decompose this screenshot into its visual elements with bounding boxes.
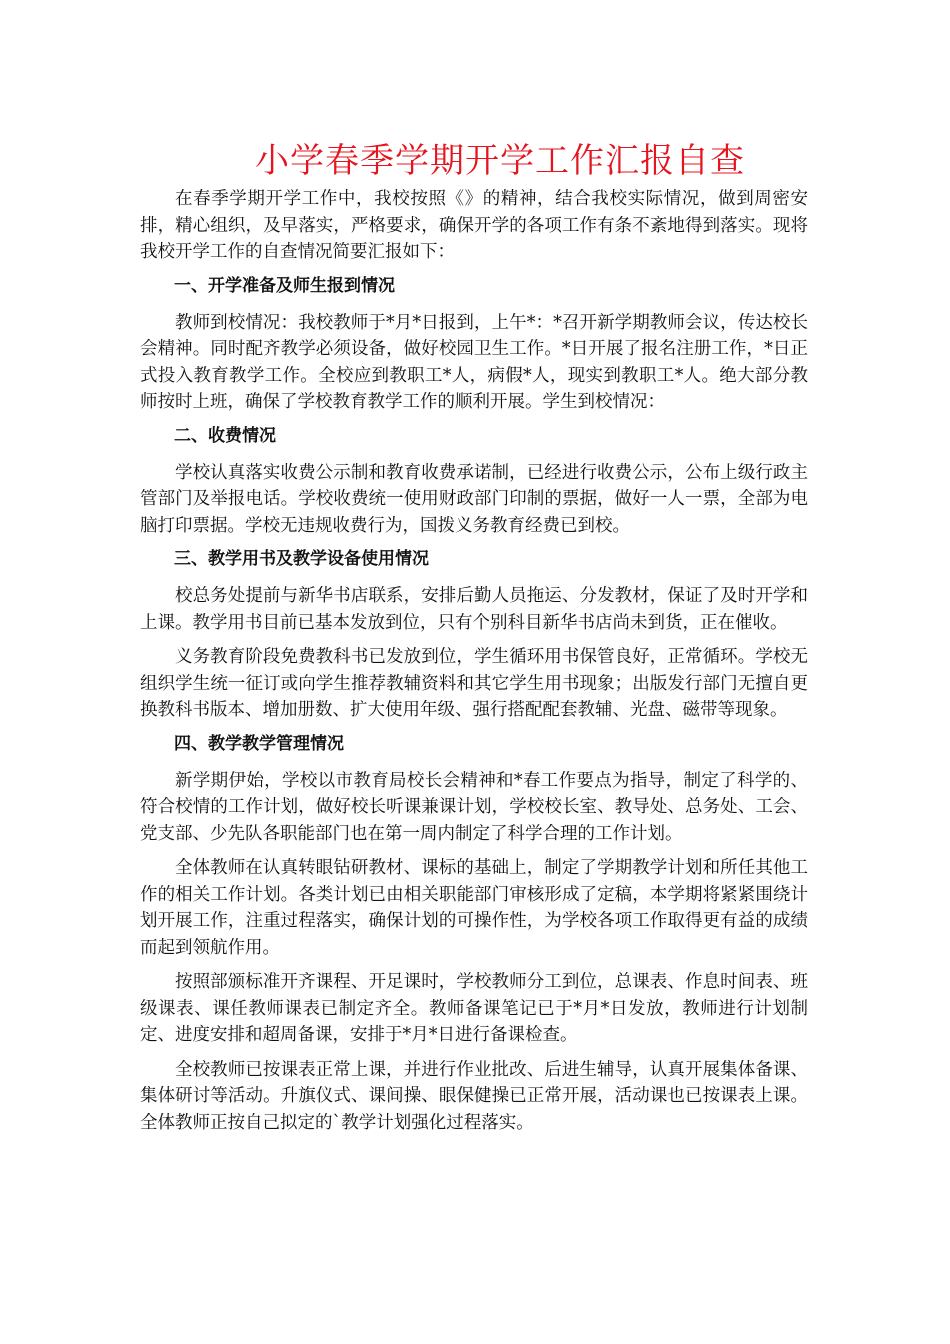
document-title: 小学春季学期开学工作汇报自查 bbox=[255, 141, 745, 181]
section-paragraph: 教师到校情况：我校教师于*月*日报到，上午*：*召开新学期教师会议，传达校长会精神。同时配齐教学必须设备，做好校园卫生工作。*日开展了报名注册工作，*日正式投入教育教学工作。全校应到教职工*人，病假*人，现实到教职工*人。绝大部分教师按时上班，确保了学校教育教学工作的顺利开展。学生到校情况： bbox=[140, 312, 808, 412]
section-teaching-management bbox=[140, 732, 808, 1137]
section-paragraph: 义务教育阶段免费教科书已发放到位，学生循环用书保管良好，正常循环。学校无组织学生统一征订或向学生推荐教辅资料和其它学生用书现象；出版发行部门无擅自更换教科书版本、增加册数、扩大使用年级、强行搭配配套教辅、光盘、磁带等现象。 bbox=[140, 647, 808, 720]
section-paragraph: 新学期伊始，学校以市教育局校长会精神和*春工作要点为指导，制定了科学的、符合校情的工作计划，做好校长听课兼课计划，学校校长室、教导处、总务处、工会、党支部、少先队各职能部门也在第一周内制定了科学合理的工作计划。 bbox=[140, 770, 808, 844]
section-paragraph: 按照部颁标准开齐课程、开足课时，学校教师分工到位，总课表、作息时间表、班级课表、课任教师课表已制定齐全。教师备课笔记已于*月*日发放，教师进行计划制定、进度安排和超周备课，安排于*月*日进行备课检查。 bbox=[140, 972, 808, 1045]
section-preparation bbox=[140, 274, 808, 416]
section-paragraph: 学校认真落实收费公示制和教育收费承诺制，已经进行收费公示，公布上级行政主管部门及举报电话。学校收费统一使用财政部门印制的票据，做好一人一票，全部为电脑打印票据。学校无违规收费行为，国拨义务教育经费已到校。 bbox=[140, 462, 808, 536]
section-paragraph: 全体教师在认真转眼钻研教材、课标的基础上，制定了学期教学计划和所任其他工作的相关工作计划。各类计划已由相关职能部门审核形成了定稿，本学期将紧紧围绕计划开展工作，注重过程落实，确保计划的可操作性，为学校各项工作取得更有益的成绩而起到领航作用。 bbox=[140, 858, 808, 958]
section-heading: 三、教学用书及教学设备使用情况 bbox=[174, 549, 429, 569]
section-heading: 一、开学准备及师生报到情况 bbox=[174, 275, 395, 296]
section-heading: 四、教学教学管理情况 bbox=[174, 733, 344, 754]
intro-paragraph: 在春季学期开学工作中，我校按照《》的精神，结合我校实际情况，做到周密安排，精心组织，及早落实，严格要求，确保开学的各项工作有条不紊地得到落实。现将我校开学工作的自查情况简要汇报如下： bbox=[140, 189, 808, 262]
section-textbooks bbox=[140, 547, 808, 724]
section-paragraph: 全校教师已按课表正常上课，并进行作业批改、后进生辅导，认真开展集体备课、集体研讨等活动。升旗仪式、课间操、眼保健操已正常开展，活动课也已按课表上课。全体教师正按自己拟定的`教学计划强化过程落实。 bbox=[140, 1059, 808, 1133]
section-heading: 二、收费情况 bbox=[174, 425, 276, 446]
section-paragraph: 校总务处提前与新华书店联系，安排后勤人员拖运、分发教材，保证了及时开学和上课。教学用书目前已基本发放到位，只有个别科目新华书店尚未到货，正在催收。 bbox=[140, 586, 808, 633]
document-body bbox=[140, 186, 808, 1144]
section-fees bbox=[140, 424, 808, 540]
